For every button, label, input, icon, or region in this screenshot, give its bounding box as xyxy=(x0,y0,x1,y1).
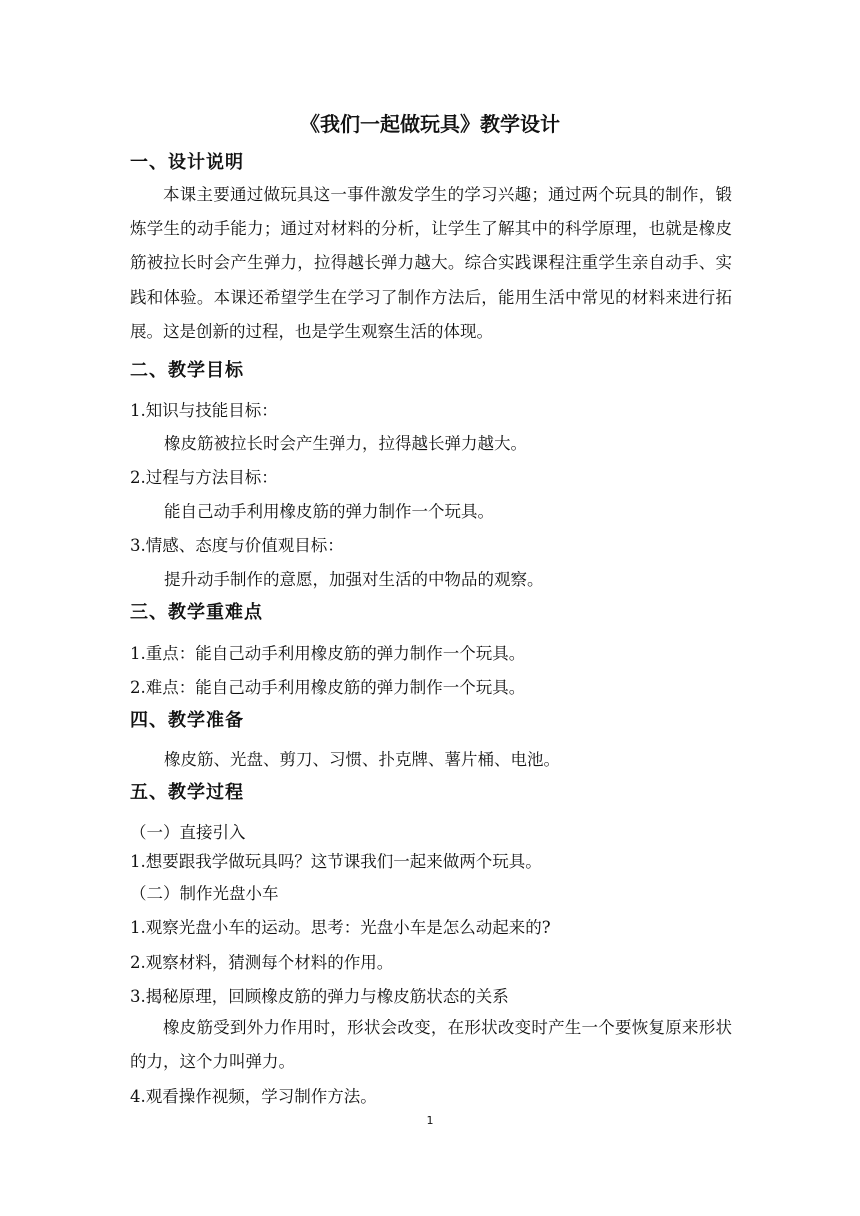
process-car-step-3: 3.揭秘原理，回顾橡皮筋的弹力与橡皮筋状态的关系 xyxy=(130,987,509,1006)
difficult-point-text: 2.难点：能自己动手利用橡皮筋的弹力制作一个玩具。 xyxy=(130,678,526,697)
elasticity-explanation-text: 橡皮筋受到外力作用时，形状会改变，在形状改变时产生一个要恢复原来形状的力，这个力叫弹力。 xyxy=(130,1018,732,1072)
process-part-intro: （一）直接引入 xyxy=(130,823,246,842)
process-car-step-4: 4.观看操作视频，学习制作方法。 xyxy=(130,1087,377,1106)
goal-process-text: 能自己动手利用橡皮筋的弹力制作一个玩具。 xyxy=(164,502,494,521)
goal-attitude-label: 3.情感、态度与价值观目标： xyxy=(130,536,344,555)
elasticity-explanation-paragraph xyxy=(130,1011,732,1079)
document-title: 《我们一起做玩具》教学设计 xyxy=(300,112,560,136)
goal-process-label: 2.过程与方法目标： xyxy=(130,468,278,487)
goal-knowledge-label: 1.知识与技能目标： xyxy=(130,401,278,420)
section-heading-goals: 二、教学目标 xyxy=(130,360,244,381)
page-number: 1 xyxy=(426,1114,434,1127)
section-heading-design: 一、设计说明 xyxy=(130,152,244,173)
process-part-car: （二）制作光盘小车 xyxy=(130,884,279,903)
design-description-paragraph xyxy=(130,178,732,349)
materials-list: 橡皮筋、光盘、剪刀、习惯、扑克牌、薯片桶、电池。 xyxy=(164,750,560,769)
process-intro-step-1: 1.想要跟我学做玩具吗？这节课我们一起来做两个玩具。 xyxy=(130,852,542,871)
process-car-step-2: 2.观察材料，猜测每个材料的作用。 xyxy=(130,953,394,972)
key-point-text: 1.重点：能自己动手利用橡皮筋的弹力制作一个玩具。 xyxy=(130,644,526,663)
section-heading-preparation: 四、教学准备 xyxy=(130,710,244,731)
process-car-step-1: 1.观察光盘小车的运动。思考：光盘小车是怎么动起来的? xyxy=(130,918,551,937)
goal-attitude-text: 提升动手制作的意愿，加强对生活的中物品的观察。 xyxy=(164,570,544,589)
design-description-text: 本课主要通过做玩具这一事件激发学生的学习兴趣；通过两个玩具的制作，锻炼学生的动手能力；通过对材料的分析，让学生了解其中的科学原理，也就是橡皮筋被拉长时会产生弹力，拉得越长弹力越大。综合实践课程注重学生亲自动手、实践和体验。本课还希望学生在学习了制作方法后，能用生活中常见的材料来进行拓展。这是创新的过程，也是学生观察生活的体现。 xyxy=(130,185,732,341)
section-heading-process: 五、教学过程 xyxy=(130,782,244,803)
goal-knowledge-text: 橡皮筋被拉长时会产生弹力，拉得越长弹力越大。 xyxy=(164,434,527,453)
section-heading-key-points: 三、教学重难点 xyxy=(130,602,263,623)
